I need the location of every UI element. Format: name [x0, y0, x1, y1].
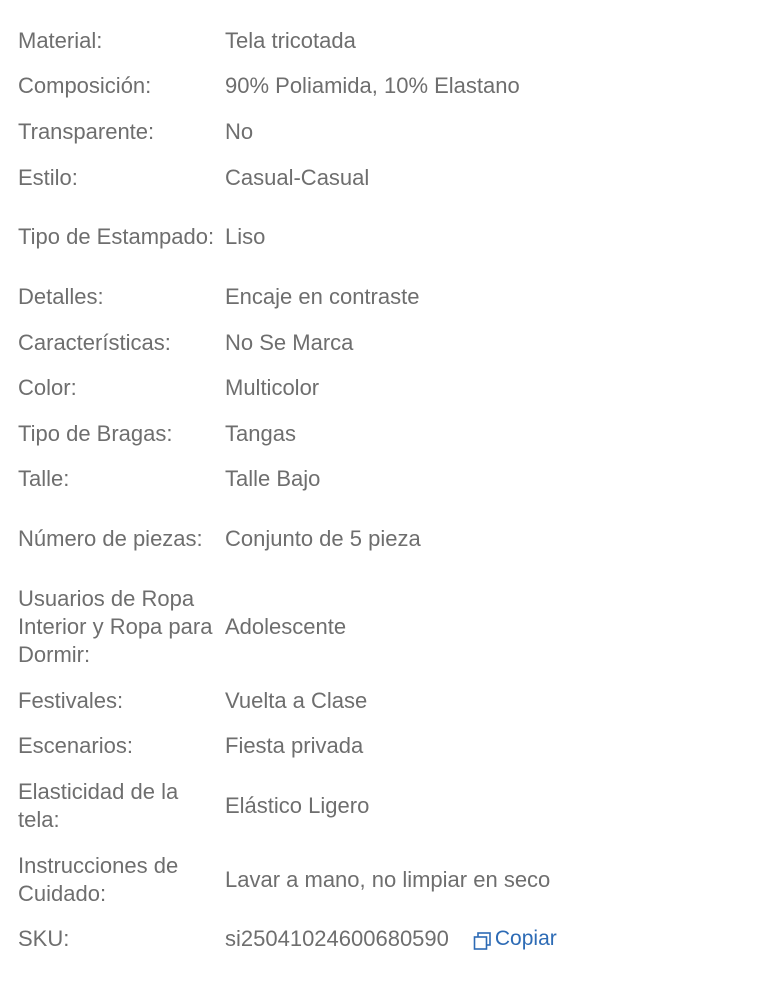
spec-value: Tela tricotada [225, 27, 356, 53]
spec-label: Composición: [18, 73, 152, 98]
spec-row-material [0, 18, 772, 63]
spec-row-color [0, 365, 772, 411]
spec-value: Encaje en contraste [225, 284, 420, 309]
spec-value: Conjunto de 5 pieza [225, 526, 421, 551]
copy-label: Copiar [494, 927, 557, 950]
spec-label: Material: [18, 27, 103, 53]
spec-label: Elasticidad de la tela: [18, 779, 179, 832]
spec-row-caracteristicas [0, 320, 772, 365]
spec-value: Adolescente [225, 614, 347, 639]
spec-row-composicion [0, 63, 772, 109]
spec-label: Transparente: [18, 119, 155, 144]
spec-label: Número de piezas: [18, 526, 203, 551]
spec-row-festivales [0, 678, 772, 723]
spec-value: Talle Bajo [225, 466, 321, 491]
spec-row-sku [0, 916, 772, 962]
spec-label: Usuarios de Ropa Interior y Ropa para Dormir: [18, 586, 213, 667]
spec-value: Tangas [225, 420, 296, 446]
spec-row-talle [0, 456, 772, 502]
spec-value: Vuelta a Clase [225, 687, 368, 713]
spec-label: Características: [18, 329, 171, 355]
spec-value: Multicolor [225, 375, 320, 400]
spec-value: No Se Marca [225, 329, 354, 355]
spec-label: Tipo de Estampado: [18, 224, 215, 249]
spec-row-tipo-estampado [0, 200, 772, 274]
spec-label: Escenarios: [18, 733, 133, 758]
spec-label: Color: [18, 375, 77, 400]
spec-row-escenarios [0, 723, 772, 769]
copy-button[interactable] [473, 925, 557, 953]
spec-label: Detalles: [18, 284, 104, 309]
spec-label: Estilo: [18, 164, 78, 190]
spec-label: SKU: [18, 926, 70, 951]
spec-row-detalles [0, 274, 772, 320]
spec-value: Fiesta privada [225, 733, 364, 758]
spec-value: Elástico Ligero [225, 793, 370, 818]
spec-row-elasticidad [0, 769, 772, 843]
spec-row-numero-piezas [0, 502, 772, 576]
spec-value: Liso [225, 224, 266, 249]
spec-row-instrucciones [0, 843, 772, 916]
spec-value: Casual-Casual [225, 164, 370, 190]
spec-label: Talle: [18, 466, 70, 491]
spec-value: 90% Poliamida, 10% Elastano [225, 73, 520, 98]
copy-icon [473, 931, 493, 951]
spec-row-tipo-bragas [0, 411, 772, 456]
spec-label: Festivales: [18, 687, 124, 713]
spec-row-usuarios [0, 576, 772, 678]
sku-value[interactable]: si25041024600680590 [225, 926, 449, 951]
spec-label: Tipo de Bragas: [18, 420, 173, 446]
spec-value: No [225, 119, 254, 144]
spec-value: Lavar a mano, no limpiar en seco [225, 866, 551, 892]
spec-label: Instrucciones de Cuidado: [18, 852, 179, 906]
spec-value-wrap [225, 925, 772, 953]
spec-row-estilo [0, 155, 772, 200]
spec-row-transparente [0, 109, 772, 155]
